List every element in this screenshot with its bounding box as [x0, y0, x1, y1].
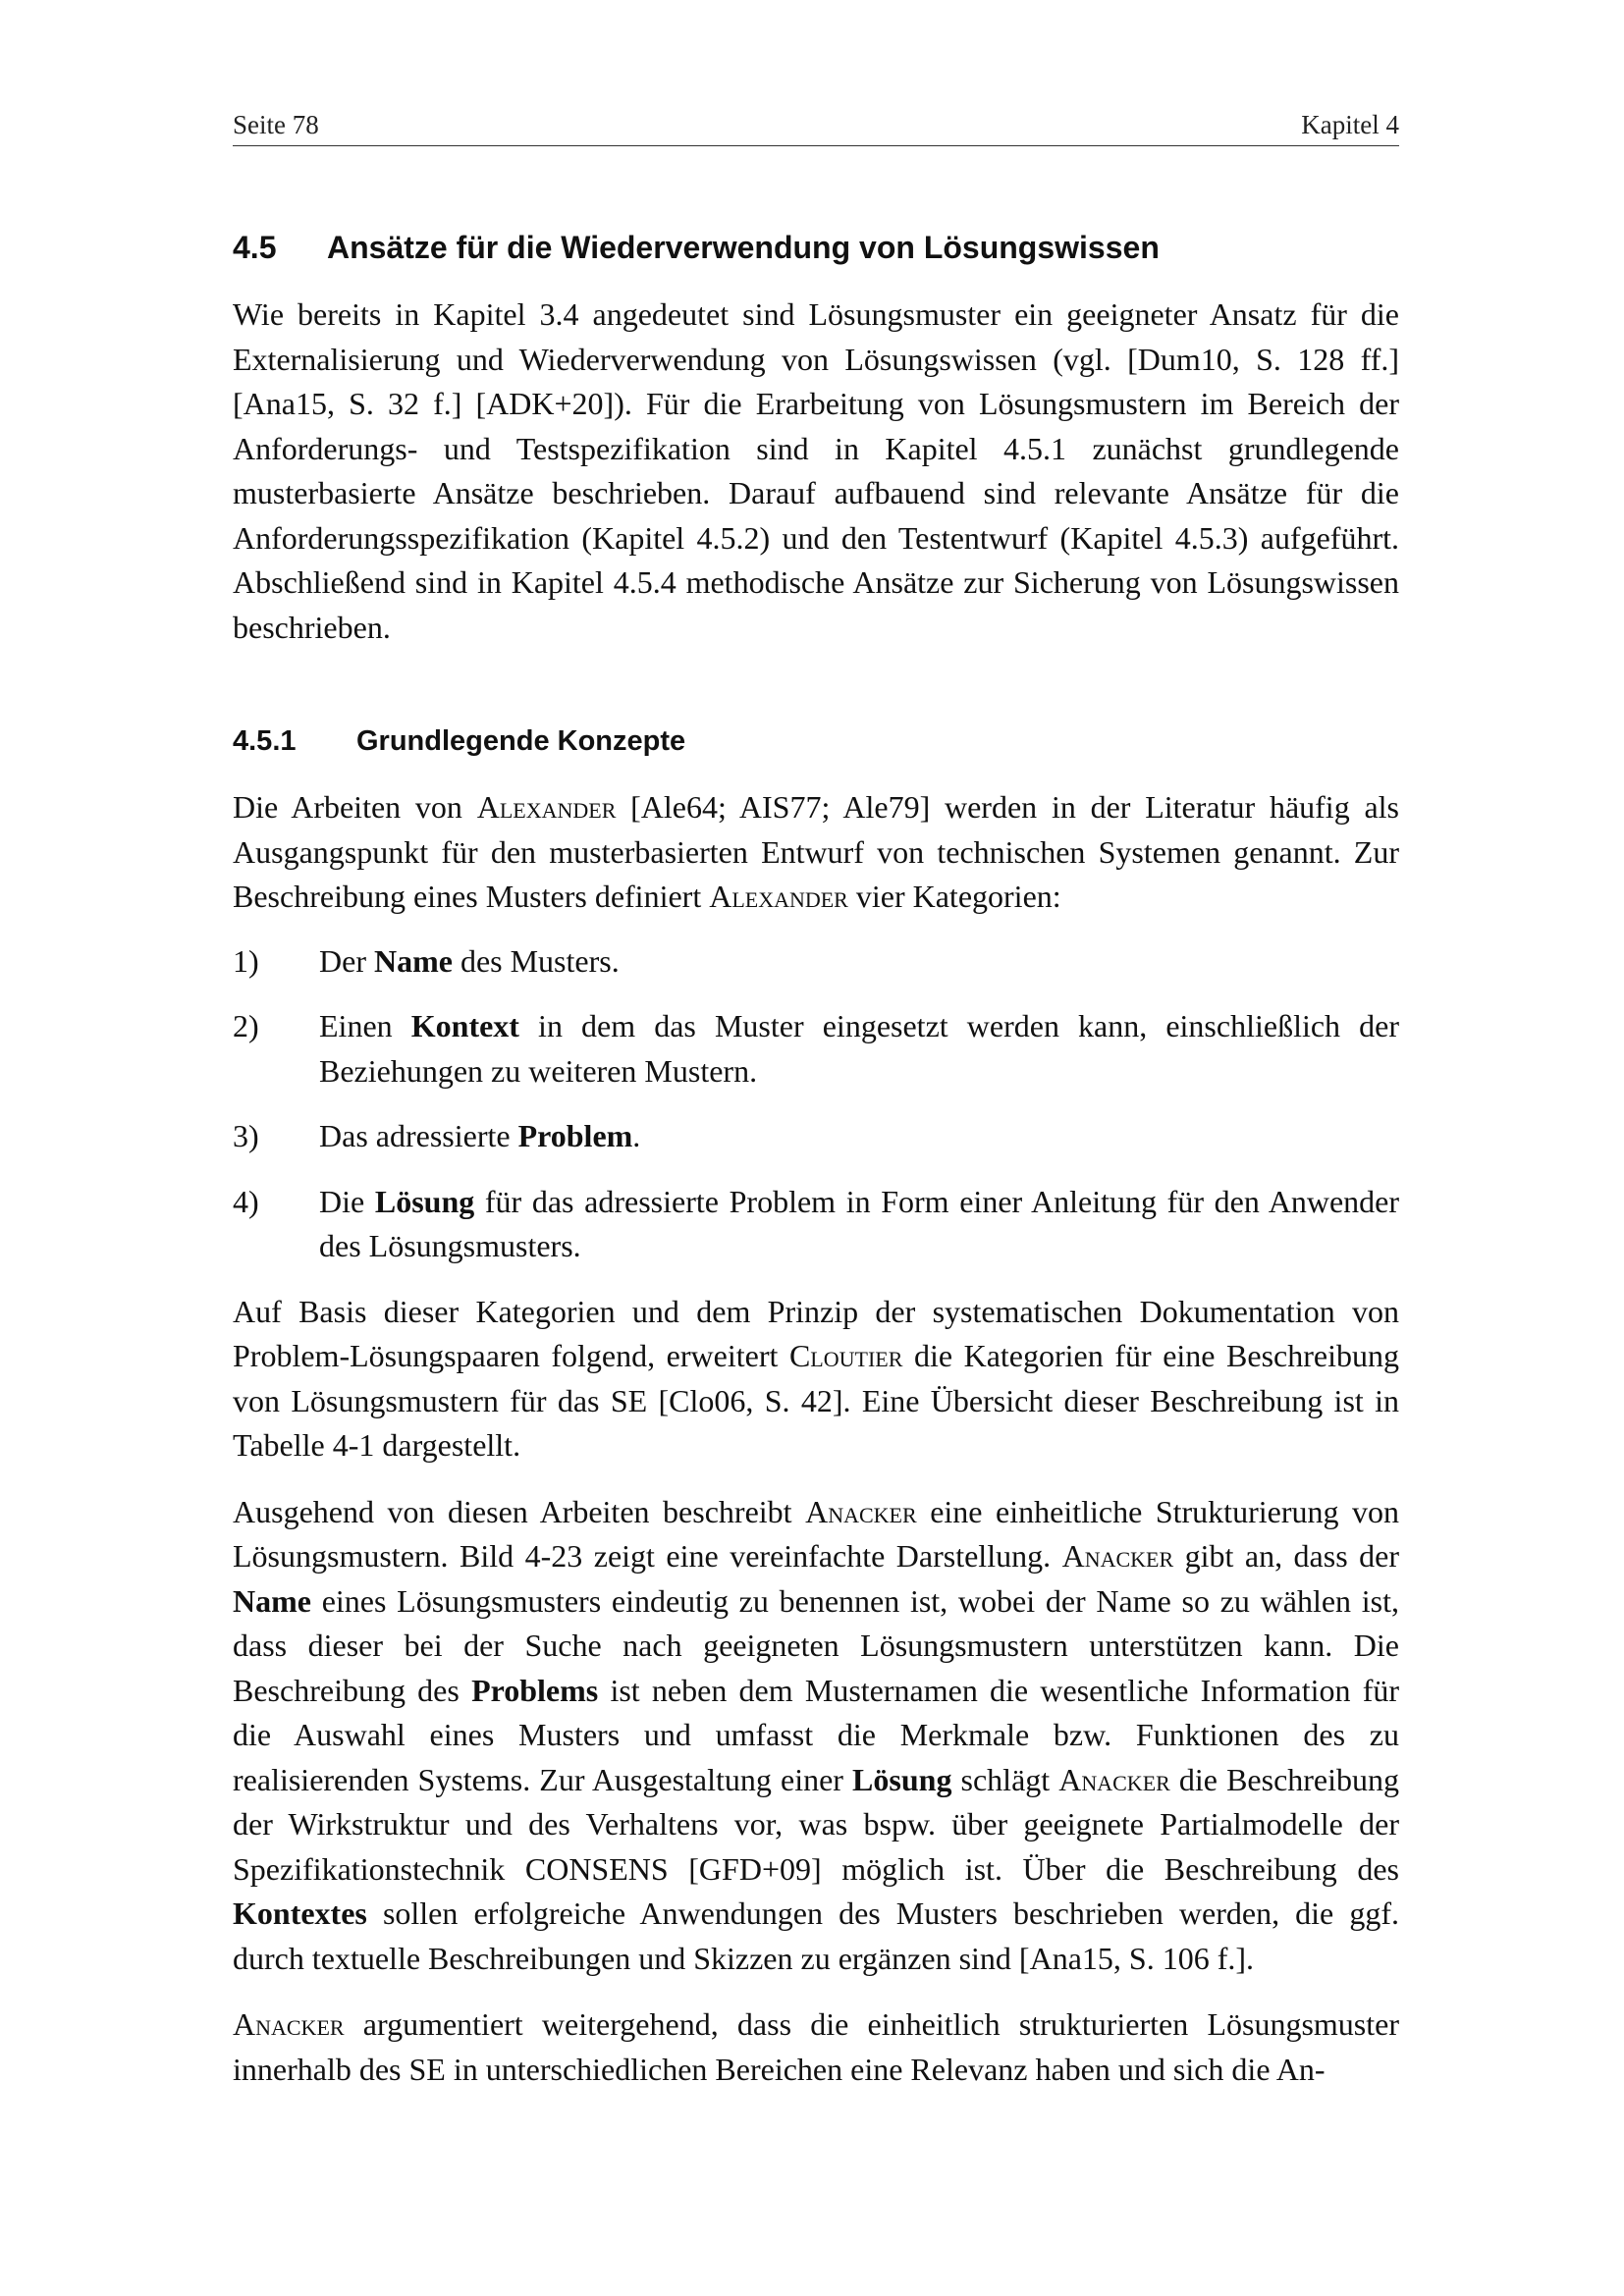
- subsection-heading: [233, 722, 1399, 760]
- text-run: argumentiert weitergehend, dass die einheitlich strukturierten Lösungsmuster innerhalb des SE in unterschiedlichen Bereichen eine Relevanz haben und sich die An-: [233, 2006, 1399, 2087]
- section-intro-paragraph: Wie bereits in Kapitel 3.4 angedeutet sind Lösungsmuster ein geeigneter Ansatz für die Externalisierung und Wiederverwendung von Lösungswissen (vgl. [Dum10, S. 128 ff.] [Ana15, S. 32 f.] [ADK+20]). Für die Erarbeitung von Lösungsmustern im Bereich der Anforderungs- und Testspezifikation sind in Kapitel 4.5.1 zunächst grundlegende musterbasierte Ansätze beschrieben. Darauf aufbauend sind relevante Ansätze für die Anforderungsspezifikation (Kapitel 4.5.2) und den Testentwurf (Kapitel 4.5.3) aufgeführt. Abschließend sind in Kapitel 4.5.4 methodische Ansätze zur Sicherung von Lösungswissen beschrieben.: [233, 296, 1399, 645]
- list-item: [233, 939, 1399, 985]
- text-run: in dem das Muster eingesetzt werden kann, einschließlich der Beziehungen zu weiteren Mustern.: [319, 1008, 1400, 1089]
- anacker-paragraph: [233, 1490, 1399, 1982]
- author-name: Anacker: [233, 2006, 345, 2042]
- alexander-paragraph: [233, 785, 1399, 920]
- category-term: Lösung: [374, 1183, 475, 1219]
- category-term: Kontext: [410, 1008, 519, 1043]
- author-name: Cloutier: [788, 1338, 903, 1373]
- text-run: ist neben dem Musternamen die wesentliche Information für die Auswahl eines Musters und umfasst die Merkmale bzw. Funktionen des zu realisierenden Systems. Zur Ausgestaltung einer: [233, 1672, 1400, 1797]
- text-run: gibt an, dass der: [1173, 1538, 1400, 1574]
- text-run: schlägt: [951, 1761, 1059, 1797]
- text-run: Die Arbeiten von: [233, 789, 477, 825]
- category-term: Name: [373, 942, 453, 979]
- text-run: Einen: [319, 1008, 411, 1043]
- chapter-label: Kapitel 4: [1301, 110, 1399, 139]
- text-run: vier Kategorien:: [847, 879, 1061, 914]
- author-name: Anacker: [1058, 1761, 1170, 1797]
- text-run: Auf Basis dieser Kategorien und dem Prinzip der systematischen Dokumentation von Problem-Lösungspaaren folgend, erweitert: [233, 1293, 1399, 1373]
- text-run: .: [632, 1118, 641, 1153]
- header-rule: [233, 145, 1399, 146]
- text-run: die Beschreibung der Wirkstruktur und des Verhaltens vor, was bspw. über geeignete Partialmodelle der Spezifikationstechnik CONSENS [GFD+09] möglich ist. Über die Beschreibung des: [233, 1761, 1400, 1887]
- text-run: [Ale64; AIS77; Ale79] werden in der Literatur häufig als Ausgangspunkt für den musterbasierten Entwurf von technischen Systemen genannt. Zur Beschreibung eines Musters definiert: [233, 789, 1400, 914]
- author-name: Alexander: [476, 789, 617, 825]
- text-run: sollen erfolgreiche Anwendungen des Musters beschrieben werden, die ggf. durch textuelle Beschreibungen und Skizzen zu ergänzen sind [Ana15, S. 106 f.].: [233, 1896, 1399, 1976]
- list-item: [233, 1180, 1399, 1269]
- cloutier-paragraph: [233, 1290, 1399, 1468]
- running-header: [233, 106, 1399, 145]
- list-marker: 4): [233, 1183, 259, 1219]
- list-marker: 2): [233, 1008, 259, 1043]
- text-run: eines Lösungsmusters eindeutig zu benennen ist, wobei der Name so zu wählen ist, dass dieser bei der Suche nach geeigneten Lösungsmustern unterstützen kann. Die Beschreibung des: [233, 1582, 1399, 1708]
- text-run: für das adressierte Problem in Form einer Anleitung für den Anwender des Lösungsmusters.: [319, 1183, 1400, 1263]
- page-number-label: Seite 78: [233, 110, 319, 139]
- author-name: Anacker: [805, 1493, 917, 1529]
- text-run: des Musters.: [452, 942, 620, 979]
- category-term: Problem: [517, 1118, 633, 1153]
- page-content: [233, 228, 1399, 2092]
- list-item: [233, 1114, 1399, 1159]
- text-run: Das adressierte: [319, 1118, 518, 1153]
- emphasized-term: Lösung: [852, 1761, 952, 1797]
- emphasized-term: Name: [233, 1582, 311, 1619]
- author-name: Anacker: [1061, 1538, 1174, 1574]
- anacker-argument-paragraph: [233, 2002, 1399, 2092]
- subsection-title: Grundlegende Konzepte: [356, 725, 686, 757]
- text-run: die Kategorien für eine Beschreibung von Lösungsmustern für das SE [Clo06, S. 42]. Eine Übersicht dieser Beschreibung ist in Tabelle 4-1 dargestellt.: [233, 1338, 1400, 1463]
- text-run: Der: [319, 942, 374, 979]
- text-run: Die: [319, 1183, 375, 1219]
- section-number: 4.5: [233, 230, 277, 265]
- emphasized-term: Kontextes: [233, 1896, 367, 1931]
- list-marker: 3): [233, 1118, 259, 1153]
- subsection-number: 4.5.1: [233, 725, 297, 757]
- text-run: Ausgehend von diesen Arbeiten beschreibt: [233, 1493, 806, 1529]
- list-item: [233, 1004, 1399, 1094]
- section-heading: [233, 228, 1399, 267]
- emphasized-term: Problems: [471, 1672, 599, 1708]
- list-marker: 1): [233, 942, 259, 979]
- author-name: Alexander: [709, 879, 848, 914]
- text-run: eine einheitliche Strukturierung von Lösungsmustern. Bild 4-23 zeigt eine vereinfachte Darstellung.: [233, 1493, 1400, 1574]
- section-title: Ansätze für die Wiederverwendung von Lösungswissen: [327, 230, 1160, 265]
- pattern-category-list: [233, 939, 1399, 1269]
